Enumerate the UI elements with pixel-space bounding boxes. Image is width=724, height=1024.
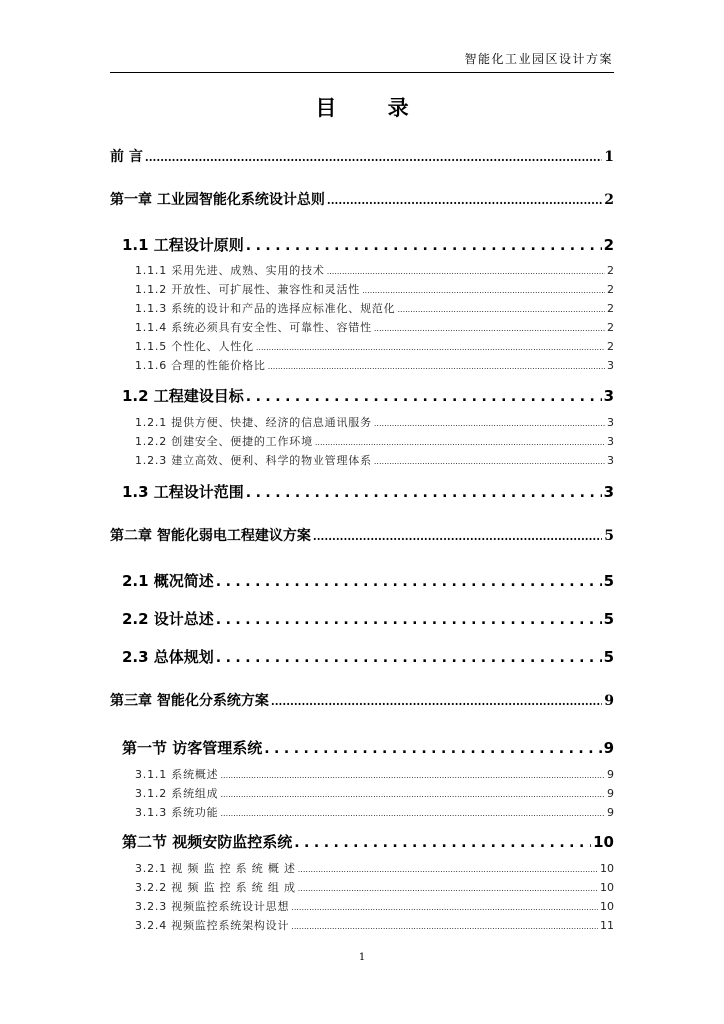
toc-entry-label: 前 言: [110, 149, 143, 165]
toc-entry-page: 3: [607, 454, 614, 467]
toc-entry-page: 5: [603, 648, 614, 666]
toc-entry[interactable]: [110, 234, 614, 255]
toc-entry-page: 3: [603, 387, 614, 405]
toc-dot-leader: [271, 695, 602, 708]
toc-dot-leader: [216, 574, 602, 590]
toc-entry-page: 9: [603, 739, 614, 757]
toc-dot-leader: [313, 530, 602, 543]
toc-entry[interactable]: [110, 879, 614, 895]
toc-title: 目 录: [315, 95, 431, 120]
toc-entry-label: 1.2.1 提供方便、快捷、经济的信息通讯服务: [135, 416, 372, 429]
toc-dot-leader: [298, 865, 598, 874]
toc-entry-label: 第三章 智能化分系统方案: [110, 693, 269, 709]
toc-entry-page: 5: [603, 610, 614, 628]
toc-dot-leader: [291, 922, 598, 931]
toc-entry-label: 第二章 智能化弱电工程建议方案: [110, 528, 311, 544]
toc-entry-label: 1.2.3 建立高效、便利、科学的物业管理体系: [135, 454, 372, 467]
toc-entry[interactable]: [110, 898, 614, 914]
toc-entry[interactable]: [110, 414, 614, 430]
toc-entry-page: 2: [607, 340, 614, 353]
toc-entry-label: 第一节 访客管理系统: [122, 739, 263, 757]
toc-dot-leader: [298, 884, 598, 893]
toc-entry-page: 11: [600, 919, 614, 932]
toc-dot-leader: [374, 419, 605, 428]
toc-dot-leader: [397, 305, 605, 314]
toc-entry-label: 1.2 工程建设目标: [122, 387, 244, 405]
toc-entry[interactable]: [110, 338, 614, 354]
toc-entry[interactable]: [110, 146, 614, 166]
toc-entry-label: 第一章 工业园智能化系统设计总则: [110, 192, 325, 208]
toc-entry-page: 3: [603, 483, 614, 501]
toc-entry[interactable]: [110, 300, 614, 316]
toc-dot-leader: [327, 267, 605, 276]
toc-dot-leader: [145, 151, 602, 164]
toc-entry-page: 10: [600, 900, 614, 913]
toc-dot-leader: [246, 238, 602, 254]
toc-entry-page: 2: [607, 283, 614, 296]
toc-entry-page: 5: [603, 572, 614, 590]
toc-entry-page: 3: [607, 359, 614, 372]
toc-entry-label: 3.2.2 视 频 监 控 系 统 组 成: [135, 881, 296, 894]
toc-entry[interactable]: [110, 917, 614, 933]
toc-entry-label: 2.3 总体规划: [122, 648, 214, 666]
toc-entry-page: 9: [607, 787, 614, 800]
toc-dot-leader: [327, 194, 602, 207]
toc-dot-leader: [374, 457, 605, 466]
toc-entry[interactable]: [110, 385, 614, 406]
toc-dot-leader: [221, 790, 606, 799]
toc-entry-page: 2: [604, 192, 614, 208]
toc-entry[interactable]: [110, 433, 614, 449]
toc-dot-leader: [216, 650, 602, 666]
toc-entry-label: 3.2.3 视频监控系统设计思想: [135, 900, 290, 913]
toc-entry[interactable]: [110, 481, 614, 502]
toc-entry-page: 2: [607, 302, 614, 315]
toc-entry-page: 2: [603, 236, 614, 254]
toc-entry-page: 9: [604, 693, 614, 709]
toc-entry-page: 9: [607, 768, 614, 781]
toc-entry-page: 10: [600, 881, 614, 894]
toc-entry-page: 1: [604, 149, 614, 165]
toc-entry-label: 1.1.5 个性化、人性化: [135, 340, 254, 353]
toc-dot-leader: [246, 485, 602, 501]
toc-entry-label: 1.1.1 采用先进、成熟、实用的技术: [135, 264, 325, 277]
toc-entry[interactable]: [110, 452, 614, 468]
toc-entry-label: 3.2.4 视频监控系统架构设计: [135, 919, 290, 932]
header-rule: [110, 72, 614, 73]
toc-dot-leader: [362, 286, 605, 295]
toc-entry-label: 3.1.3 系统功能: [135, 806, 219, 819]
toc-dot-leader: [256, 343, 605, 352]
toc-entry-page: 2: [607, 321, 614, 334]
toc-entry-label: 2.1 概况简述: [122, 572, 214, 590]
toc-entry-label: 1.1.3 系统的设计和产品的选择应标准化、规范化: [135, 302, 396, 315]
toc-dot-leader: [268, 362, 605, 371]
toc-dot-leader: [315, 438, 605, 447]
toc-entry-label: 1.1.4 系统必须具有安全性、可靠性、容错性: [135, 321, 372, 334]
toc-dot-leader: [246, 389, 602, 405]
toc-entry-label: 1.2.2 创建安全、便捷的工作环境: [135, 435, 313, 448]
toc-entry-page: 9: [607, 806, 614, 819]
toc-entry-label: 1.1 工程设计原则: [122, 236, 244, 254]
toc-dot-leader: [216, 612, 602, 628]
toc-entry-label: 2.2 设计总述: [122, 610, 214, 628]
toc-entry[interactable]: [110, 319, 614, 335]
toc-entry[interactable]: [110, 860, 614, 876]
page-number: 1: [358, 952, 366, 963]
toc-entry[interactable]: [110, 737, 614, 758]
toc-dot-leader: [294, 835, 591, 851]
toc-entry-label: 3.2.1 视 频 监 控 系 统 概 述: [135, 862, 296, 875]
toc-entry-page: 10: [593, 833, 614, 851]
toc-dot-leader: [291, 903, 598, 912]
toc-entry-page: 5: [604, 528, 614, 544]
toc-entry-label: 第二节 视频安防监控系统: [122, 833, 293, 851]
toc-entry[interactable]: [110, 262, 614, 278]
toc-entry-label: 1.1.2 开放性、可扩展性、兼容性和灵活性: [135, 283, 361, 296]
toc-dot-leader: [221, 771, 606, 780]
document-title-header: 智能化工业园区设计方案: [464, 52, 613, 66]
toc-entry[interactable]: [110, 357, 614, 373]
toc-entry[interactable]: [110, 766, 614, 782]
toc-entry-page: 3: [607, 435, 614, 448]
toc-dot-leader: [264, 741, 601, 757]
toc-entry[interactable]: [110, 785, 614, 801]
toc-entry[interactable]: [110, 281, 614, 297]
toc-entry-label: 3.1.2 系统组成: [135, 787, 219, 800]
toc-entry-page: 10: [600, 862, 614, 875]
toc-entry[interactable]: [110, 525, 614, 545]
toc-entry-label: 1.3 工程设计范围: [122, 483, 244, 501]
toc-entry[interactable]: [110, 570, 614, 591]
toc-entry[interactable]: [110, 690, 614, 710]
toc-entry-label: 3.1.1 系统概述: [135, 768, 219, 781]
toc-entry[interactable]: [110, 831, 614, 852]
toc-entry-label: 1.1.6 合理的性能价格比: [135, 359, 266, 372]
toc-entry[interactable]: [110, 646, 614, 667]
toc-entry-page: 3: [607, 416, 614, 429]
toc-dot-leader: [221, 809, 606, 818]
toc-entry[interactable]: [110, 189, 614, 209]
toc-entry[interactable]: [110, 804, 614, 820]
toc-entry[interactable]: [110, 608, 614, 629]
toc-dot-leader: [374, 324, 605, 333]
toc-entry-page: 2: [607, 264, 614, 277]
